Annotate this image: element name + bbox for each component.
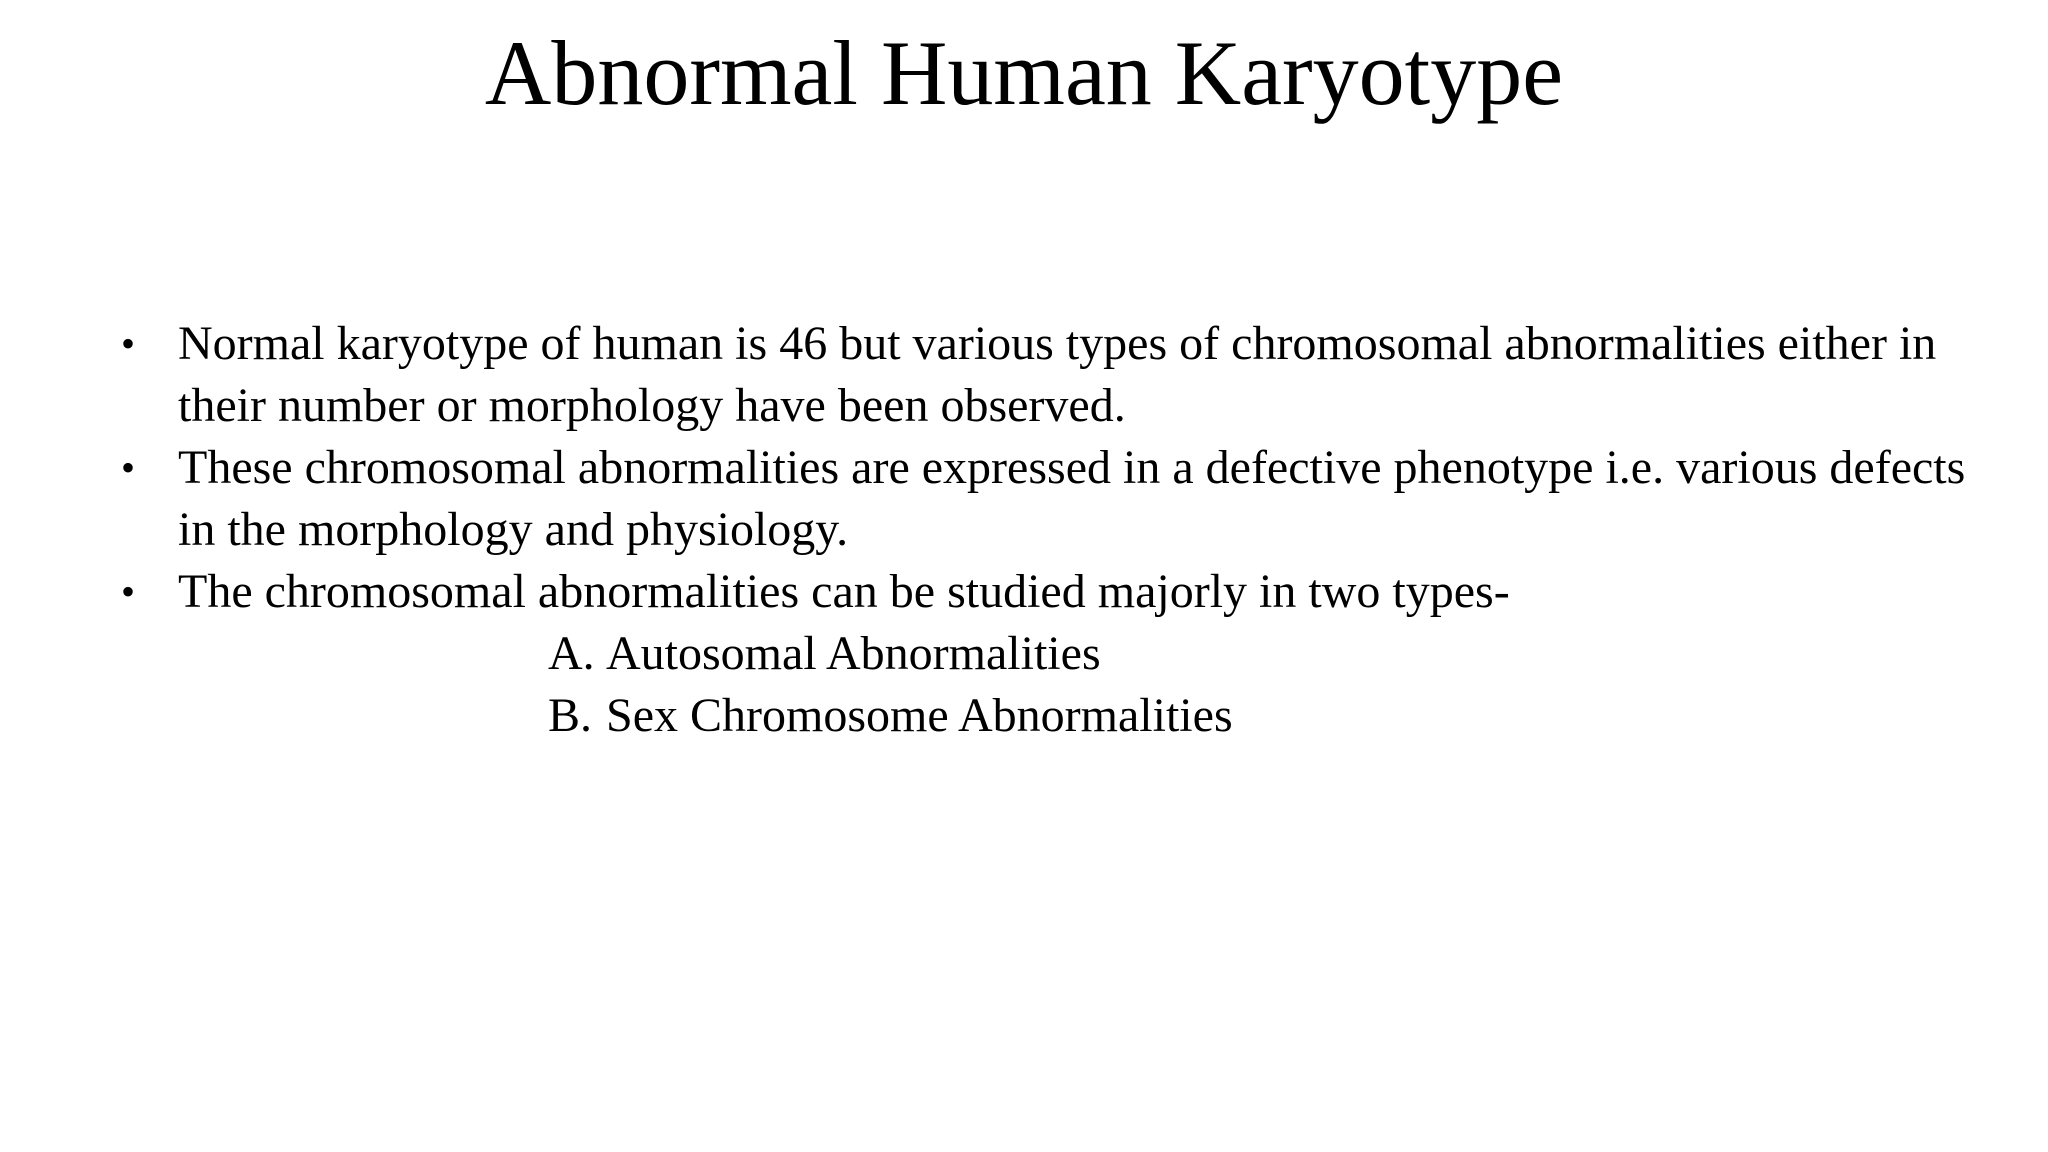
- bullet-text: Normal karyotype of human is 46 but various types of chromosomal abnormalities either in their number or morphology have been observed.: [178, 317, 1937, 432]
- bullet-list: [118, 313, 1978, 747]
- bullet-text: The chromosomal abnormalities can be studied majorly in two types-: [178, 565, 1510, 618]
- bullet-item: [118, 313, 1978, 437]
- slide-title: Abnormal Human Karyotype: [484, 22, 1564, 124]
- bullet-marker: •: [121, 569, 136, 614]
- bullet-marker: •: [121, 445, 136, 490]
- sub-item-marker: A.: [548, 627, 595, 680]
- sub-item-text: Sex Chromosome Abnormalities: [606, 689, 1233, 742]
- bullet-text: These chromosomal abnormalities are expressed in a defective phenotype i.e. various defects in the morphology and physiology.: [178, 441, 1966, 556]
- bullet-item: [118, 437, 1978, 561]
- sub-item-marker: B.: [548, 689, 593, 742]
- sub-list-container: [118, 623, 1978, 747]
- sub-item-autosomal: [118, 623, 1978, 685]
- sub-item-sex-chromosome: [118, 685, 1978, 747]
- bullet-item: [118, 561, 1978, 623]
- bullet-marker: •: [121, 321, 136, 366]
- sub-list: [118, 623, 1978, 747]
- sub-item-text: Autosomal Abnormalities: [606, 627, 1101, 680]
